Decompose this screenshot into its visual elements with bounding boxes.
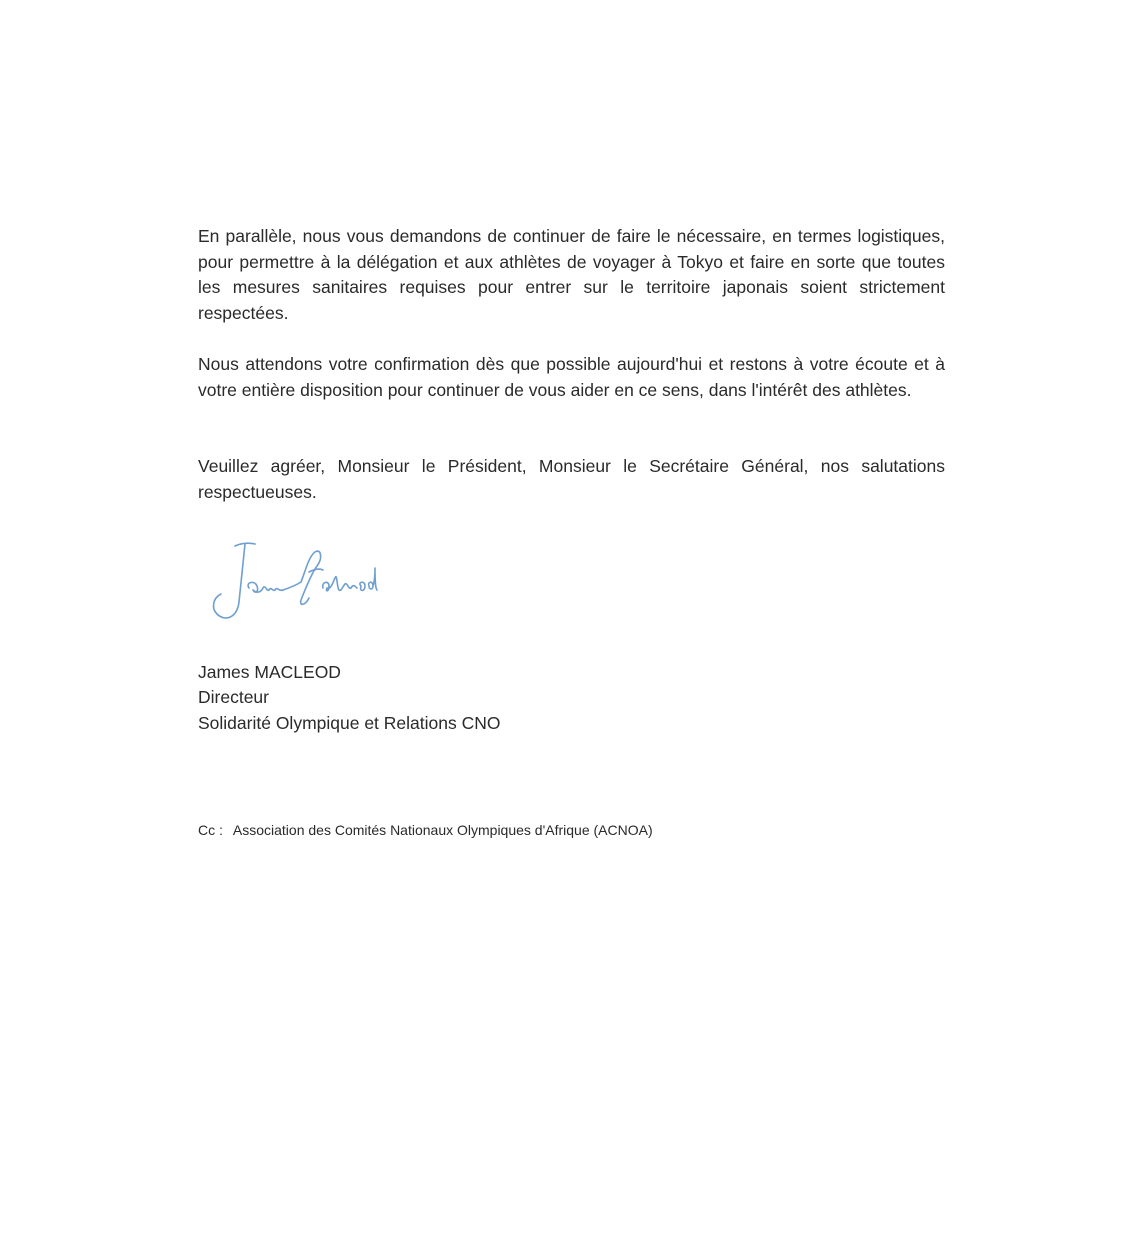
body-paragraph: En parallèle, nous vous demandons de continuer de faire le nécessaire, en termes logistiques, pour permettre à la délégation et aux athlètes de voyager à Tokyo et faire en sorte que toutes les mesures sanitaires requises pour entrer sur le territoire japonais soient strictement respectées. bbox=[198, 226, 945, 323]
signatory-name: James MACLEOD bbox=[198, 662, 341, 682]
cc-line bbox=[198, 820, 653, 840]
cc-recipient: Association des Comités Nationaux Olympiques d'Afrique (ACNOA) bbox=[232, 822, 653, 838]
closing-paragraph: Veuillez agréer, Monsieur le Président, Monsieur le Secrétaire Général, nos salutations respectueuses. bbox=[198, 456, 945, 502]
handwritten-signature bbox=[205, 532, 390, 632]
signatory-organization: Solidarité Olympique et Relations CNO bbox=[198, 713, 501, 733]
body-paragraph: Nous attendons votre confirmation dès que possible aujourd'hui et restons à votre écoute et à votre entière disposition pour continuer de vous aider en ce sens, dans l'intérêt des athlètes. bbox=[198, 354, 945, 400]
cc-label: Cc : bbox=[198, 822, 223, 838]
signatory-title: Directeur bbox=[198, 687, 269, 707]
